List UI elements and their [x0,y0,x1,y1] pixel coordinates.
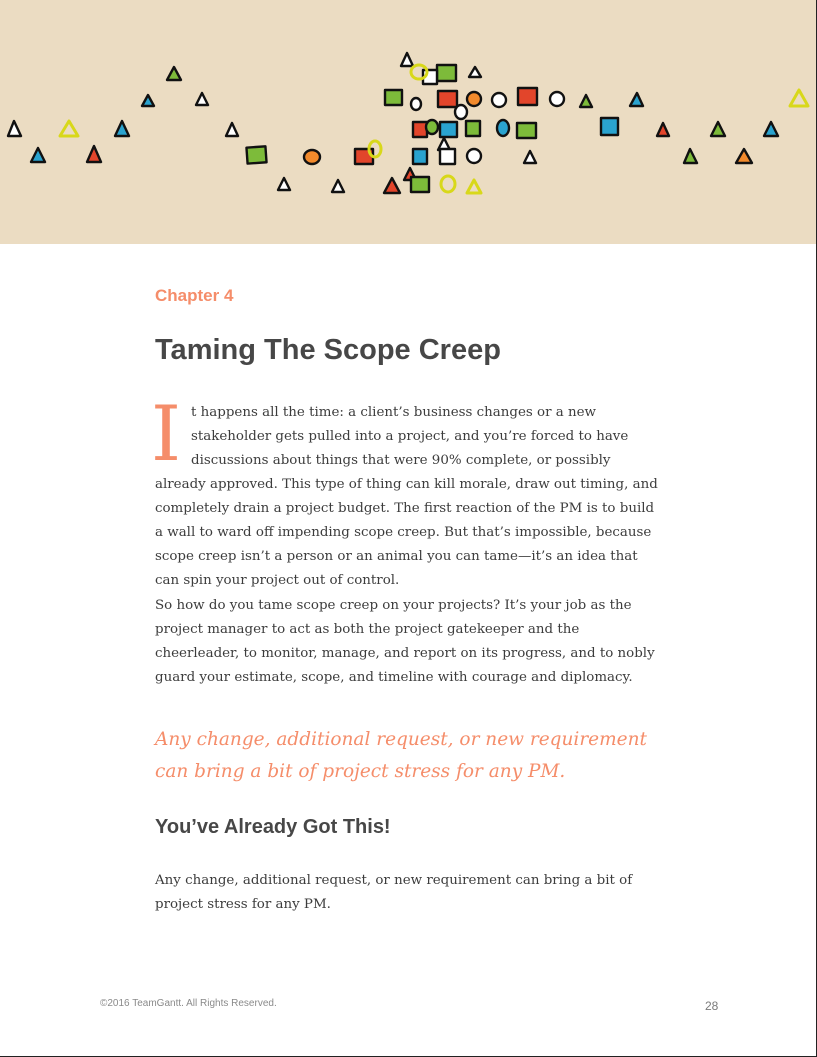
shapes-illustration [0,0,817,244]
intro-text: t happens all the time: a client’s business changes or a new stakeholder gets pulled into a project, and you’re forced to have discussions about things that were 90% complete, or possibly already approved. This type of thing can kill morale, draw out timing, and completely drain a project budget. The first reaction of the PM is to build a wall to ward off impending scope creep. But that’s impossible, because scope creep isn’t a person or an animal you can tame—it’s an idea that can spin your project out of control. [155,405,658,588]
body-paragraph-2: So how do you tame scope creep on your projects? It’s your job as the project manager to act as both the project gatekeeper and the cheerleader, to monitor, manage, and report on its progress, and to nobly guard your estimate, scope, and timeline with courage and diplomacy. [155,598,655,685]
drop-cap: I [151,389,182,478]
body-paragraph-3: Any change, additional request, or new requirement can bring a bit of project stress for any PM. [155,873,633,912]
page-title: Taming The Scope Creep [155,334,501,366]
chapter-label: Chapter 4 [155,286,234,305]
footer-copyright: ©2016 TeamGantt. All Rights Reserved. [100,998,277,1009]
page-number: 28 [705,999,719,1013]
intro-paragraph [151,389,660,593]
header-banner [0,0,817,244]
pull-quote: Any change, additional request, or new requirement can bring a bit of project stress for any PM. [155,729,647,782]
section-subheading: You’ve Already Got This! [155,816,391,838]
